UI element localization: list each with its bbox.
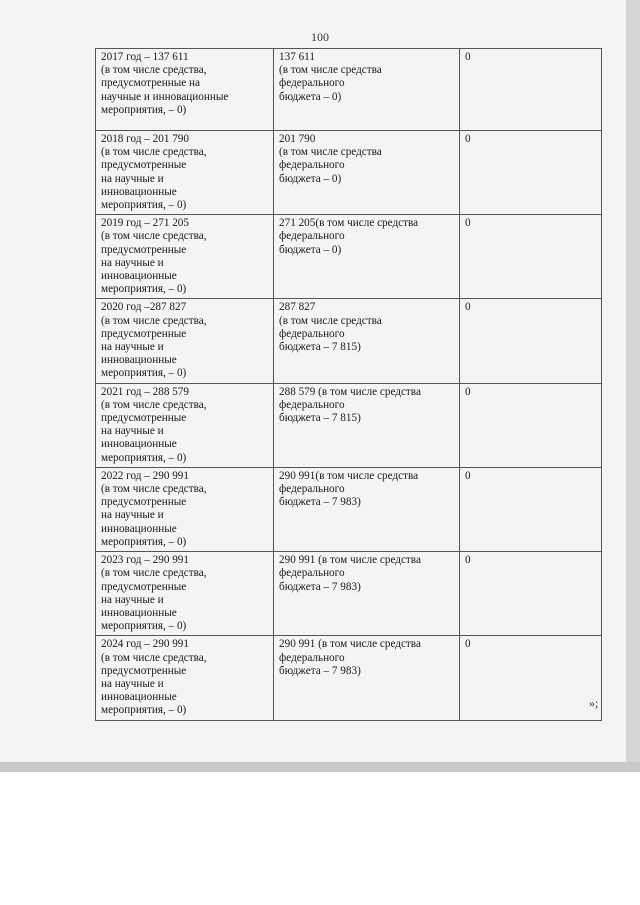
- cell-text-line: 287 827: [279, 301, 316, 314]
- extra-cell: [460, 215, 602, 299]
- cell-text-line: 2022 год – 290 991: [101, 469, 189, 482]
- cell-text-line: на научные и: [101, 425, 164, 438]
- cell-text-line: 137 611: [279, 51, 315, 63]
- cell-text-line: 271 205(в том числе средства: [279, 217, 419, 230]
- cell-text-line: предусмотренные: [101, 327, 187, 340]
- year-cell: [96, 552, 274, 636]
- cell-text-line: мероприятия, – 0): [101, 283, 187, 296]
- cell-text-line: 0: [465, 554, 471, 567]
- cell-text-line: предусмотренные: [101, 664, 187, 677]
- cell-text-line: (в том числе средства,: [101, 398, 207, 411]
- table-row: [96, 636, 602, 720]
- extra-cell: [460, 467, 602, 551]
- scan-border-right: [626, 0, 640, 772]
- table-row: [96, 131, 602, 215]
- year-cell: [96, 636, 274, 720]
- cell-text-line: на научные и: [101, 593, 164, 606]
- cell-text-line: (в том числе средства,: [101, 567, 207, 580]
- cell-text-line: (в том числе средства,: [101, 483, 207, 496]
- total-cell: [274, 552, 460, 636]
- cell-text-line: (в том числе средства: [279, 64, 382, 77]
- year-cell: [96, 383, 274, 467]
- cell-text-line: федерального: [279, 567, 345, 580]
- cell-text-line: 2017 год – 137 611: [101, 51, 189, 63]
- cell-text-line: 2020 год –287 827: [101, 301, 187, 314]
- cell-text-line: федерального: [279, 327, 345, 340]
- cell-text-line: мероприятия, – 0): [101, 451, 187, 464]
- extra-cell: [460, 636, 602, 720]
- cell-text-line: (в том числе средства,: [101, 651, 207, 664]
- total-cell: [274, 131, 460, 215]
- cell-text-line: федерального: [279, 159, 345, 172]
- cell-text-line: на научные и: [101, 509, 164, 522]
- cell-text-line: 0: [465, 51, 471, 63]
- cell-text-line: федерального: [279, 77, 345, 90]
- cell-text-line: 0: [465, 217, 471, 230]
- cell-text-line: 0: [465, 385, 471, 398]
- table-row: [96, 215, 602, 299]
- table-row: [96, 467, 602, 551]
- cell-text-line: предусмотренные: [101, 412, 187, 425]
- page-number: 100: [311, 30, 329, 44]
- cell-text-line: бюджета – 0): [279, 90, 342, 103]
- cell-text-line: инновационные: [101, 354, 177, 367]
- cell-text-line: мероприятия, – 0): [101, 199, 187, 212]
- cell-text-line: мероприятия, – 0): [101, 704, 187, 717]
- cell-text-line: инновационные: [101, 691, 177, 704]
- cell-text-line: (в том числе средства,: [101, 64, 207, 77]
- cell-text-line: федерального: [279, 230, 345, 243]
- cell-text-line: бюджета – 0): [279, 243, 342, 256]
- cell-text-line: 290 991(в том числе средства: [279, 469, 419, 482]
- cell-text-line: 201 790: [279, 133, 316, 145]
- cell-text-line: предусмотренные: [101, 159, 187, 172]
- cell-text-line: федерального: [279, 483, 345, 496]
- cell-text-line: предусмотренные: [101, 580, 187, 593]
- cell-text-line: мероприятия, – 0): [101, 535, 187, 548]
- closing-quote-mark: »;: [589, 696, 599, 710]
- total-cell: [274, 467, 460, 551]
- table-row: [96, 383, 602, 467]
- cell-text-line: инновационные: [101, 185, 177, 198]
- cell-text-line: 2024 год – 290 991: [101, 638, 189, 651]
- cell-text-line: бюджета – 7 815): [279, 412, 361, 425]
- scan-border-bottom: [0, 762, 640, 772]
- cell-text-line: 2021 год – 288 579: [101, 385, 189, 398]
- cell-text-line: бюджета – 7 815): [279, 341, 361, 354]
- cell-text-line: 288 579 (в том числе средства: [279, 385, 421, 398]
- cell-text-line: мероприятия, – 0): [101, 367, 187, 380]
- year-cell: [96, 131, 274, 215]
- cell-text-line: 0: [465, 133, 471, 145]
- cell-text-line: 0: [465, 469, 471, 482]
- cell-text-line: инновационные: [101, 270, 177, 283]
- cell-text-line: (в том числе средства,: [101, 230, 207, 243]
- total-cell: [274, 215, 460, 299]
- cell-text-line: (в том числе средства: [279, 146, 382, 159]
- extra-cell: [460, 131, 602, 215]
- cell-text-line: бюджета – 7 983): [279, 664, 361, 677]
- cell-text-line: федерального: [279, 651, 345, 664]
- cell-text-line: инновационные: [101, 438, 177, 451]
- cell-text-line: мероприятия, – 0): [101, 103, 187, 116]
- total-cell: [274, 49, 460, 131]
- cell-text-line: (в том числе средства,: [101, 314, 207, 327]
- year-cell: [96, 299, 274, 383]
- cell-text-line: 0: [465, 638, 471, 651]
- total-cell: [274, 299, 460, 383]
- cell-text-line: 290 991 (в том числе средства: [279, 554, 421, 567]
- year-cell: [96, 215, 274, 299]
- cell-text-line: бюджета – 7 983): [279, 580, 361, 593]
- cell-text-line: 2018 год – 201 790: [101, 133, 189, 145]
- cell-text-line: на научные и: [101, 256, 164, 269]
- cell-text-line: предусмотренные на: [101, 77, 200, 90]
- cell-text-line: научные и инновационные: [101, 90, 229, 103]
- funding-table-body: [96, 49, 602, 721]
- cell-text-line: предусмотренные: [101, 496, 187, 509]
- cell-text-line: бюджета – 0): [279, 172, 342, 185]
- table-row: [96, 552, 602, 636]
- cell-text-line: 290 991 (в том числе средства: [279, 638, 421, 651]
- cell-text-line: (в том числе средства,: [101, 146, 207, 159]
- cell-text-line: мероприятия, – 0): [101, 620, 187, 633]
- cell-text-line: на научные и: [101, 341, 164, 354]
- year-cell: [96, 49, 274, 131]
- cell-text-line: инновационные: [101, 522, 177, 535]
- cell-text-line: на научные и: [101, 677, 164, 690]
- cell-text-line: инновационные: [101, 606, 177, 619]
- cell-text-line: на научные и: [101, 172, 164, 185]
- cell-text-line: 2019 год – 271 205: [101, 217, 189, 230]
- table-row: [96, 49, 602, 131]
- extra-cell: [460, 299, 602, 383]
- year-cell: [96, 467, 274, 551]
- cell-text-line: федерального: [279, 398, 345, 411]
- funding-table: [95, 48, 602, 721]
- extra-cell: [460, 383, 602, 467]
- cell-text-line: предусмотренные: [101, 243, 187, 256]
- total-cell: [274, 383, 460, 467]
- table-row: [96, 299, 602, 383]
- cell-text-line: (в том числе средства: [279, 314, 382, 327]
- extra-cell: [460, 49, 602, 131]
- extra-cell: [460, 552, 602, 636]
- cell-text-line: 2023 год – 290 991: [101, 554, 189, 567]
- total-cell: [274, 636, 460, 720]
- cell-text-line: бюджета – 7 983): [279, 496, 361, 509]
- cell-text-line: 0: [465, 301, 471, 314]
